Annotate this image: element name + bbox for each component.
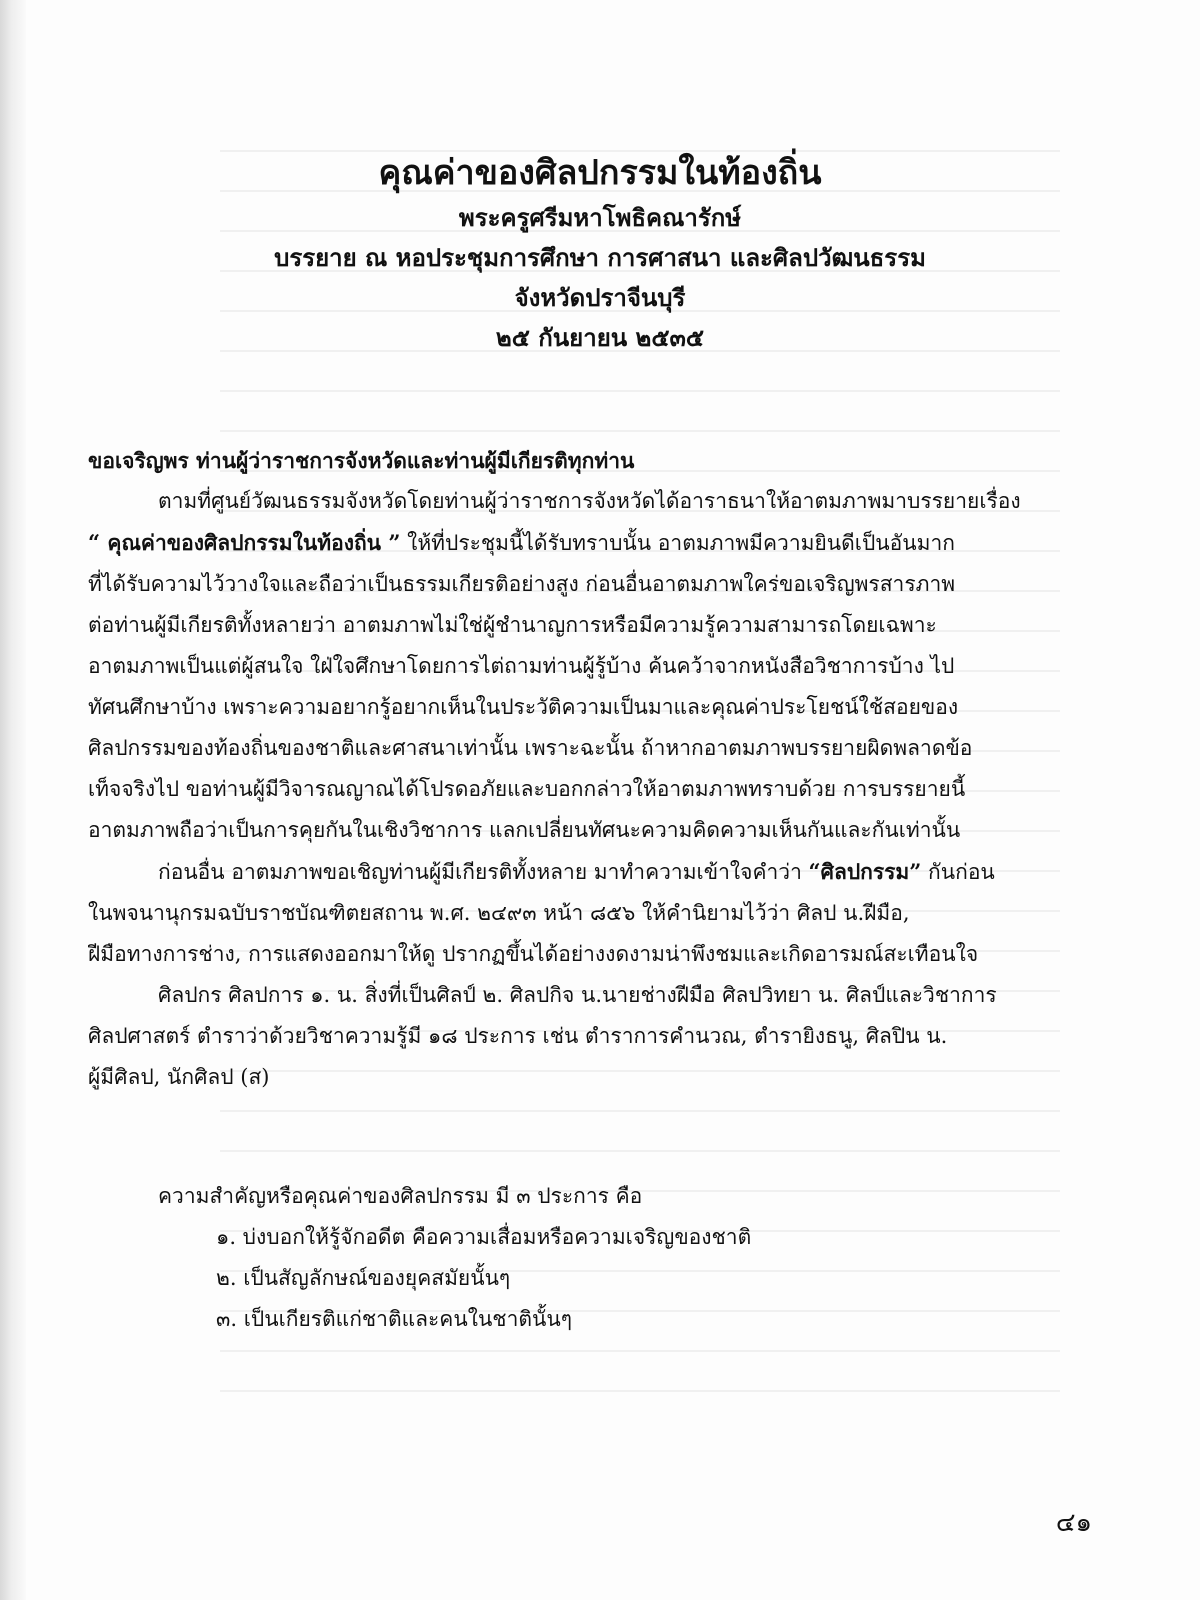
paragraph-1-line: อาตมภาพเป็นแต่ผู้สนใจ ใฝ่ใจศึกษาโดยการไต่ถามท่านผู้รู้บ้าง ค้นคว้าจากหนังสือวิชาการบ้าง ไป [88, 654, 955, 678]
list-item: ๒. เป็นสัญลักษณ์ของยุคสมัยนั้นๆ [216, 1266, 511, 1290]
province-line: จังหวัดปราจีนบุรี [514, 283, 686, 312]
document-title: คุณค่าของศิลปกรรมในท้องถิ่น [378, 153, 822, 193]
paragraph-1-line: ศิลปกรรมของท้องถิ่นของชาติและศาสนาเท่านั้น เพราะฉะนั้น ถ้าหากอาตมภาพบรรยายผิดพลาดข้อ [88, 736, 973, 760]
venue-line: บรรยาย ณ หอประชุมการศึกษา การศาสนา และศิลปวัฒนธรรม [274, 243, 926, 272]
document-header [0, 148, 1200, 358]
term-silpakam: “ศิลปกรรม” [808, 859, 922, 884]
paragraph-3-line: ผู้มีศิลป, นักศิลป (ส) [88, 1065, 270, 1089]
paragraph-1-line [88, 522, 1103, 564]
paragraph-1-line: อาตมภาพถือว่าเป็นการคุยกันในเชิงวิชาการ แลกเปลี่ยนทัศนะความคิดความเห็นกันและกันเท่านั้น [88, 818, 961, 842]
paragraph-1-line: ทัศนศึกษาบ้าง เพราะความอยากรู้อยากเห็นในประวัติความเป็นมาและคุณค่าประโยชน์ใช้สอยของ [88, 695, 959, 719]
greeting-line: ขอเจริญพร ท่านผู้ว่าราชการจังหวัดและท่านผู้มีเกียรติทุกท่าน [88, 448, 635, 473]
paragraph-1-line: ต่อท่านผู้มีเกียรติทั้งหลายว่า อาตมภาพไม่ใช่ผู้ชำนาญการหรือมีความรู้ความสามารถโดยเฉพาะ [88, 613, 937, 637]
date-line: ๒๕ กันยายน ๒๕๓๕ [495, 323, 705, 352]
speaker-name: พระครูศรีมหาโพธิคณารักษ์ [458, 203, 742, 232]
paragraph-3-line: ศิลปศาสตร์ ตำราว่าด้วยวิชาความรู้มี ๑๘ ประการ เช่น ตำราการคำนวณ, ตำรายิงธนู, ศิลปิน น. [88, 1024, 948, 1048]
paragraph-1-line: ตามที่ศูนย์วัฒนธรรมจังหวัดโดยท่านผู้ว่าราชการจังหวัดได้อาราธนาให้อาตมภาพมาบรรยายเรื่อง [158, 489, 1021, 513]
list-item: ๑. บ่งบอกให้รู้จักอดีต คือความเสื่อมหรือความเจริญของชาติ [216, 1225, 752, 1249]
topic-title-quote: “ คุณค่าของศิลปกรรมในท้องถิ่น ” [88, 530, 401, 555]
list-item: ๓. เป็นเกียรติแก่ชาติและคนในชาตินั้นๆ [216, 1307, 572, 1331]
paragraph-2-line [88, 851, 1103, 893]
paragraph-2-line: ฝีมือทางการช่าง, การแสดงออกมาให้ดู ปรากฏขึ้นได้อย่างงดงามน่าพึงชมและเกิดอารมณ์สะเทือนใจ [88, 942, 979, 966]
page-number: ๔๑ [1055, 1508, 1092, 1538]
paragraph-1-text: ให้ที่ประชุมนี้ได้รับทราบนั้น อาตมภาพมีความยินดีเป็นอันมาก [400, 531, 955, 555]
paragraph-3-line: ศิลปกร ศิลปการ ๑. น. สิ่งที่เป็นศิลป์ ๒. ศิลปกิจ น.นายช่างฝีมือ ศิลปวิทยา น. ศิลป์และวิชาการ [158, 983, 997, 1007]
paragraph-1-line: เท็จจริงไป ขอท่านผู้มีวิจารณญาณได้โปรดอภัยและบอกกล่าวให้อาตมภาพทราบด้วย การบรรยายนี้ [88, 777, 966, 801]
document-body [88, 440, 1103, 1340]
paragraph-2-line: ในพจนานุกรมฉบับราชบัณฑิตยสถาน พ.ศ. ๒๔๙๓ หน้า ๘๕๖ ให้คำนิยามไว้ว่า ศิลป น.ฝีมือ, [88, 901, 910, 925]
paragraph-2-text: กันก่อน [921, 860, 995, 884]
list-intro: ความสำคัญหรือคุณค่าของศิลปกรรม มี ๓ ประการ คือ [158, 1184, 643, 1208]
paragraph-2-text: ก่อนอื่น อาตมภาพขอเชิญท่านผู้มีเกียรติทั้งหลาย มาทำความเข้าใจคำว่า [158, 860, 809, 884]
paragraph-1-line: ที่ได้รับความไว้วางใจและถือว่าเป็นธรรมเกียรติอย่างสูง ก่อนอื่นอาตมภาพใคร่ขอเจริญพรสารภาพ [88, 572, 956, 596]
